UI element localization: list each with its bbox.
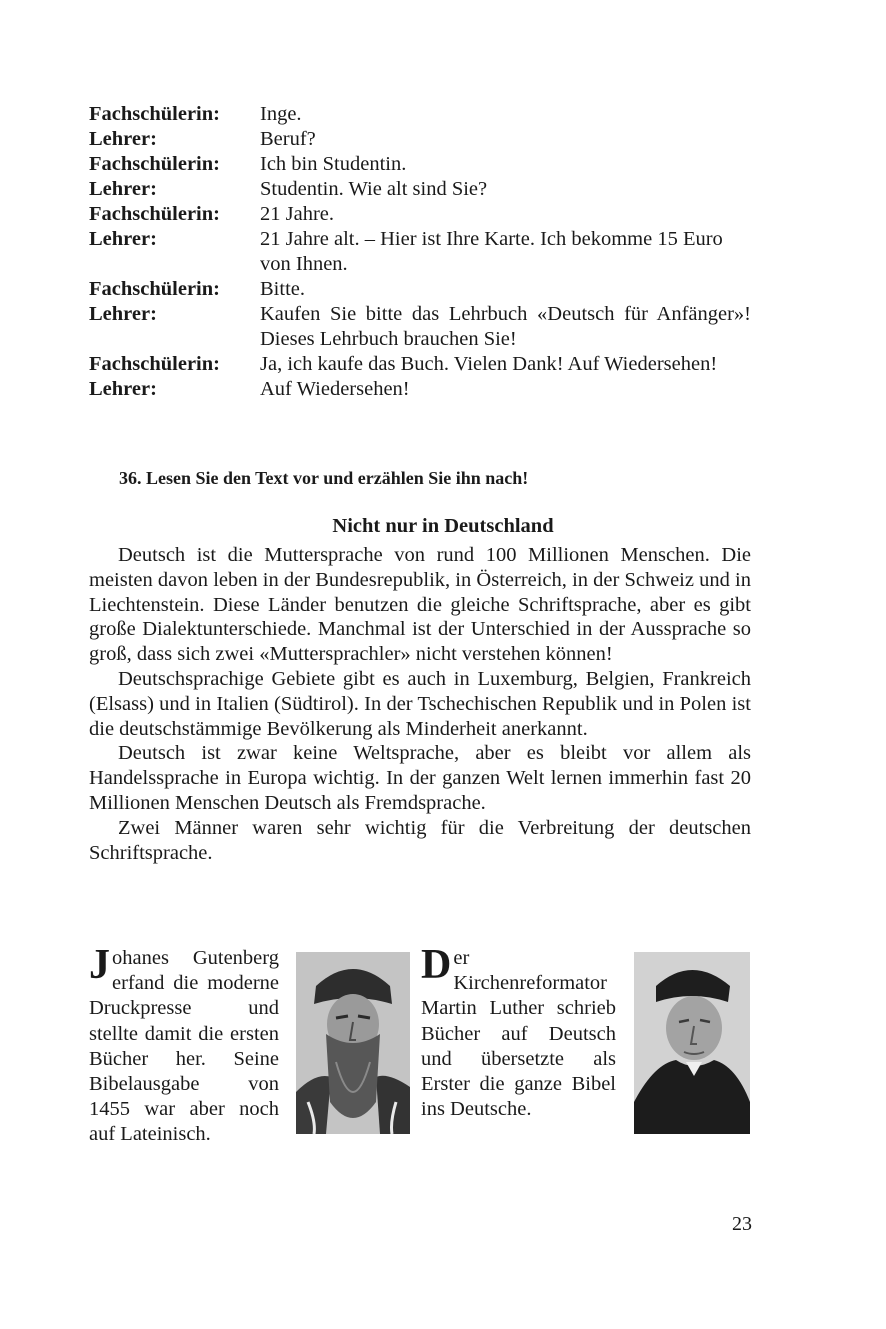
speaker-label: Fachschülerin:	[89, 103, 220, 125]
dialogue-line: 21 Jahre.	[260, 203, 335, 225]
speaker-label: Lehrer:	[89, 303, 157, 325]
luther-body: er Kirchenreformator Martin Luther schrieb Bücher auf Deutsch und übersetzte als Erster die ganze Bibel ins Deutsche.	[421, 947, 616, 1121]
dialogue-row	[89, 352, 751, 377]
speaker-label: Fachschülerin:	[89, 353, 220, 375]
dialogue-row	[89, 202, 751, 227]
gutenberg-portrait-image	[296, 952, 410, 1134]
dialogue-row	[89, 277, 751, 302]
dialogue-line: 21 Jahre alt. – Hier ist Ihre Karte. Ich bekomme 15 Euro von Ihnen.	[260, 228, 723, 275]
dialogue-row	[89, 377, 751, 402]
dialogue-line: Ja, ich kaufe das Buch. Vielen Dank! Auf Wiedersehen!	[260, 353, 718, 375]
exercise-heading: 36. Lesen Sie den Text vor und erzählen Sie ihn nach!	[119, 468, 529, 488]
luther-portrait	[634, 952, 750, 1134]
dialogue-line: Auf Wiedersehen!	[260, 378, 410, 400]
article-paragraph: Deutsch ist die Muttersprache von rund 100 Millionen Menschen. Die meisten davon leben in der Bundesrepublik, in Österreich, in der Schweiz und in Liechtenstein. Diese Länder benutzen die gleiche Schriftsprache, aber es gibt große Dialektunterschiede. Manchmal ist der Unterschied in der Aussprache so groß, dass sich zwei «Muttersprachler» nicht verstehen können!	[89, 544, 751, 666]
dialogue-row	[89, 152, 751, 177]
dialogue-line: Studentin. Wie alt sind Sie?	[260, 178, 488, 200]
article-paragraph: Zwei Männer waren sehr wichtig für die Verbreitung der deutschen Schriftsprache.	[89, 816, 751, 864]
dialogue-row	[89, 177, 751, 202]
gutenberg-text	[89, 942, 279, 1148]
page-number: 23	[732, 1213, 752, 1235]
dialogue-row	[89, 302, 751, 352]
dialogue-line: Kaufen Sie bitte das Lehrbuch «Deutsch für Anfänger»! Dieses Lehrbuch brauchen Sie!	[260, 303, 751, 350]
dialogue-row	[89, 127, 751, 152]
dialogue-line: Inge.	[260, 103, 302, 125]
speaker-label: Lehrer:	[89, 128, 157, 150]
speaker-label: Lehrer:	[89, 228, 157, 250]
speaker-label: Lehrer:	[89, 178, 157, 200]
dialogue	[89, 102, 751, 402]
dialogue-line: Bitte.	[260, 278, 305, 300]
luther-portrait-image	[634, 952, 750, 1134]
speaker-label: Fachschülerin:	[89, 153, 220, 175]
article-body	[89, 543, 751, 865]
article-title: Nicht nur in Deutschland	[332, 515, 554, 537]
dialogue-row	[89, 102, 751, 127]
luther-dropcap: D	[421, 942, 452, 988]
gutenberg-portrait	[296, 952, 410, 1134]
speaker-label: Fachschülerin:	[89, 203, 220, 225]
gutenberg-body: ohanes Gutenberg erfand die moderne Druckpresse und stellte damit die ersten Bücher her. Seine Bibelausgabe von 1455 war aber noch auf Lateinisch.	[89, 947, 279, 1146]
dialogue-line: Beruf?	[260, 128, 316, 150]
article-paragraph: Deutsch ist zwar keine Weltsprache, aber es bleibt vor allem als Handelssprache in Europa wichtig. In der ganzen Welt lernen immerhin fast 20 Millionen Menschen Deutsch als Fremdsprache.	[89, 742, 751, 814]
speaker-label: Fachschülerin:	[89, 278, 220, 300]
luther-text	[421, 942, 616, 1122]
gutenberg-dropcap: J	[89, 942, 110, 988]
speaker-label: Lehrer:	[89, 378, 157, 400]
dialogue-row	[89, 227, 751, 277]
article-paragraph: Deutschsprachige Gebiete gibt es auch in Luxemburg, Belgien, Frankreich (Elsass) und in Italien (Südtirol). In der Tschechischen Republik und in Polen ist die deutschstämmige Bevölkerung als Minderheit anerkannt.	[89, 667, 751, 740]
dialogue-line: Ich bin Studentin.	[260, 153, 407, 175]
